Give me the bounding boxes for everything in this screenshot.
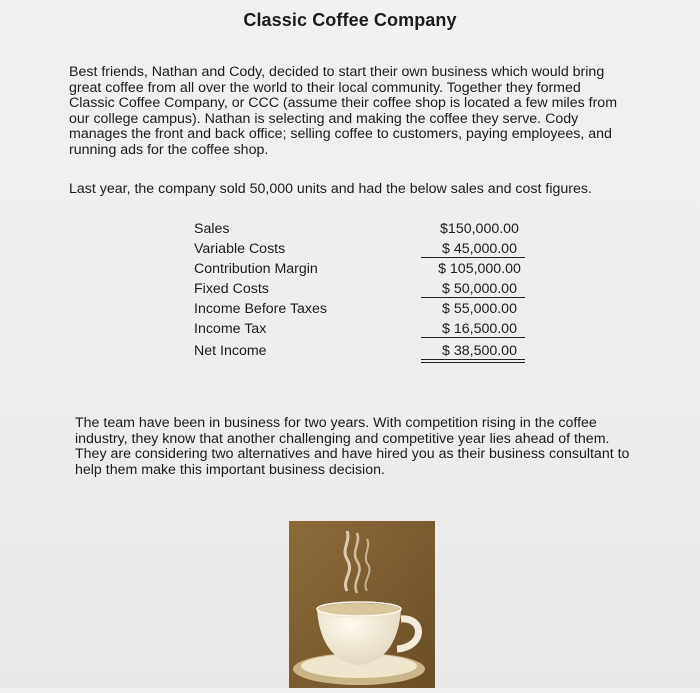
coffee-cup-image	[289, 521, 435, 688]
row-label-net-income: Net Income	[194, 343, 267, 359]
row-value-sales: $150,000.00	[440, 221, 519, 237]
financial-row	[194, 219, 534, 239]
financial-statement	[194, 219, 534, 363]
row-value-net-income: $ 38,500.00	[442, 343, 517, 359]
team-line: industry, they know that another challenging and competitive year lies ahead of them.	[75, 430, 610, 447]
row-label-sales: Sales	[194, 221, 230, 237]
row-value-income-tax: $ 16,500.00	[442, 321, 517, 337]
intro-line: our college campus). Nathan is selecting and making the coffee they serve. Cody	[69, 110, 579, 127]
coffee-cup-icon	[289, 521, 435, 688]
team-paragraph	[75, 416, 655, 478]
team-line: They are considering two alternatives and have hired you as their business consultant to	[75, 446, 630, 463]
row-label-income-before-taxes: Income Before Taxes	[194, 301, 328, 317]
team-line: help them make this important business decision.	[75, 461, 385, 478]
row-value-contribution-margin: $ 105,000.00	[438, 261, 521, 277]
intro-line: Best friends, Nathan and Cody, decided to start their own business which would bring	[69, 64, 605, 80]
financial-row	[194, 319, 534, 339]
net-income-underline-1	[421, 359, 525, 360]
row-value-fixed-costs: $ 50,000.00	[442, 281, 517, 297]
page-title: Classic Coffee Company	[243, 10, 457, 30]
intro-line: manages the front and back office; selling coffee to customers, paying employees, and	[69, 126, 612, 143]
team-line: The team have been in business for two years. With competition rising in the coffee	[75, 415, 597, 431]
row-label-income-tax: Income Tax	[194, 321, 267, 337]
financial-row	[194, 239, 534, 259]
row-label-fixed-costs: Fixed Costs	[194, 281, 269, 297]
fixed-costs-underline	[421, 297, 525, 298]
financial-row	[194, 279, 534, 299]
coffee-surface	[317, 603, 401, 617]
last-year-sentence: Last year, the company sold 50,000 units and had the below sales and cost figures.	[69, 181, 592, 197]
intro-line: running ads for the coffee shop.	[69, 141, 269, 158]
financial-row	[194, 299, 534, 319]
row-value-variable-costs: $ 45,000.00	[442, 241, 517, 257]
net-income-underline-2	[421, 362, 525, 363]
row-value-income-before-taxes: $ 55,000.00	[442, 301, 517, 317]
row-label-variable-costs: Variable Costs	[194, 241, 286, 257]
income-tax-underline	[421, 337, 525, 338]
row-label-contribution-margin: Contribution Margin	[194, 261, 318, 277]
financial-row	[194, 259, 534, 279]
intro-paragraph	[69, 65, 644, 159]
intro-line: Classic Coffee Company, or CCC (assume their coffee shop is located a few miles from	[69, 95, 618, 112]
variable-costs-underline	[421, 257, 525, 258]
intro-line: great coffee from all over the world to their local community. Together they formed	[69, 79, 581, 96]
